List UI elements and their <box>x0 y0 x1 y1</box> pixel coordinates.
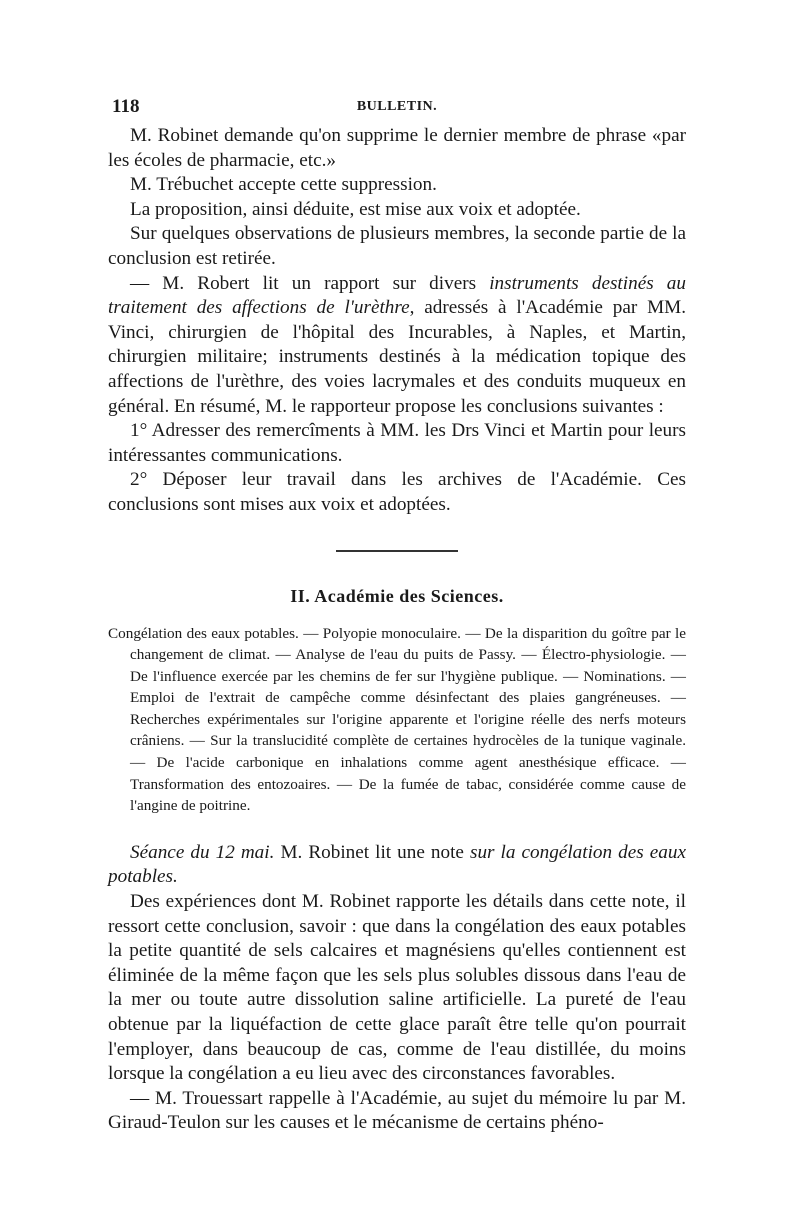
robert-report-subject: instruments destinés au traitement des affections de l'urèthre <box>108 272 686 319</box>
conclusion-item: 1° Adresser des remercîments à MM. les Drs Vinci et Martin pour leurs intéressantes communications. <box>108 420 686 466</box>
section-summary: Congélation des eaux potables. — Polyopie monoculaire. — De la disparition du goître par le changement de climat. — Analyse de l'eau du puits de Passy. — Électro-physiologie. — De l'influence exercée par les chemins de fer sur l'hygiène publique. — Nominations. — Emploi de l'extrait de campêche comme désinfectant des plaies gangréneuses. — Recherches expérimentales sur l'origine apparente et l'origine réelle des nerfs moteurs crâniens. — Sur la translucidité complète de certaines hydrocèles de la tunique vaginale. — De l'acide carbonique en inhalations comme agent anesthésique efficace. — Transformation des entozoaires. — De la fumée de tabac, considérée comme cause de l'angine de poitrine. <box>108 624 686 815</box>
seance-date: Séance du 12 mai. <box>130 841 275 863</box>
page <box>108 96 686 1136</box>
page-header <box>108 96 686 124</box>
paragraph: M. Trébuchet accepte cette suppression. <box>130 174 437 196</box>
robert-report-rest: , adressés à l'Académie par MM. Vinci, chirurgien de l'hôpital des Incurables, à Naples, et Martin, chirurgien militaire; instruments destinés à la médication topique des affections de l'urèthre, des voies lacrymales et des conduits muqueux en général. En résumé, M. le rapporteur propose les conclusions suivantes : <box>108 297 686 417</box>
body-paragraph: Des expériences dont M. Robinet rapporte les détails dans cette note, il ressort cette conclusion, savoir : que dans la congélation des eaux potables la petite quantité de sels calcaires et magnésiens qu'elles contiennent est éliminée de la même façon que les sels plus solubles dissous dans l'eau de la mer ou toute autre dissolution saline artificielle. La pureté de l'eau obtenue par la liquéfaction de cette glace paraît être telle qu'on pourrait l'employer, dans beaucoup de cas, comme de l'eau distillée, du moins lorsque la congélation a eu lieu avec des circonstances favorables. <box>108 891 686 1085</box>
paragraph: La proposition, ainsi déduite, est mise aux voix et adoptée. <box>130 198 581 220</box>
seance-paragraph <box>108 841 686 890</box>
section-divider <box>336 550 458 552</box>
robert-report-intro: — M. Robert lit un rapport sur divers <box>130 272 490 294</box>
running-head: BULLETIN. <box>356 99 438 114</box>
conclusion-item: 2° Déposer leur travail dans les archives de l'Académie. Ces conclusions sont mises aux voix et adoptées. <box>108 469 686 515</box>
paragraph: M. Robinet demande qu'on supprime le dernier membre de phrase «par les écoles de pharmacie, etc.» <box>108 125 686 171</box>
seance-text: M. Robinet lit une note <box>274 841 470 863</box>
robert-report-paragraph <box>108 272 686 420</box>
seance-subject: sur la congélation des eaux potables. <box>108 841 686 888</box>
paragraph: Sur quelques observations de plusieurs membres, la seconde partie de la conclusion est retirée. <box>108 223 686 269</box>
body-paragraph: — M. Trouessart rappelle à l'Académie, au sujet du mémoire lu par M. Giraud-Teulon sur les causes et le mécanisme de certains phéno- <box>108 1087 686 1134</box>
section-title: II. Académie des Sciences. <box>290 585 504 606</box>
page-number: 118 <box>112 96 140 117</box>
spacer <box>108 817 686 841</box>
